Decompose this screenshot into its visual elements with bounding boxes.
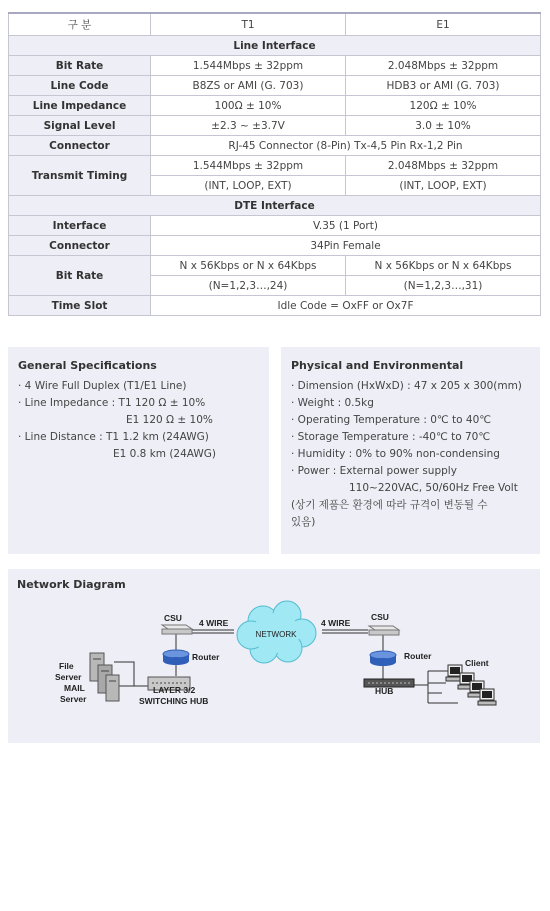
spec-line: E1 0.8 km (24AWG) xyxy=(113,448,217,460)
connector-value: RJ-45 Connector (8-Pin) Tx-4,5 Pin Rx-1,2 Pin xyxy=(151,136,541,156)
table-row xyxy=(9,296,541,316)
file-label: File xyxy=(59,661,74,671)
table-row xyxy=(9,76,541,96)
time-slot-value: Idle Code = OxFF or Ox7F xyxy=(151,296,541,316)
network-diagram-panel xyxy=(8,569,540,743)
e1-value: N x 56Kbps or N x 64Kbps xyxy=(346,256,541,276)
header-e1: E1 xyxy=(346,13,541,36)
router-right-icon xyxy=(370,651,396,666)
csu-right-label: CSU xyxy=(371,612,389,622)
mail-label: MAIL xyxy=(64,683,85,693)
spec-line: E1 120 Ω ± 10% xyxy=(126,414,213,426)
connector-value: 34Pin Female xyxy=(151,236,541,256)
row-label: Bit Rate xyxy=(9,256,151,296)
spec-line: 있음) xyxy=(291,516,316,528)
network-diagram-title: Network Diagram xyxy=(17,578,126,591)
header-t1: T1 xyxy=(151,13,346,36)
csu-left-label: CSU xyxy=(164,613,182,623)
server-tower-icon xyxy=(90,653,119,701)
general-specifications-title: General Specifications xyxy=(18,359,157,372)
e1-value: (INT, LOOP, EXT) xyxy=(346,176,541,196)
t1-value: (INT, LOOP, EXT) xyxy=(151,176,346,196)
t1-value: 100Ω ± 10% xyxy=(151,96,346,116)
e1-value: 2.048Mbps ± 32ppm xyxy=(346,56,541,76)
table-row xyxy=(9,116,541,136)
row-label: Connector xyxy=(9,136,151,156)
spec-line: · Power : External power supply xyxy=(291,465,457,477)
table-row xyxy=(9,156,541,176)
router-right-label: Router xyxy=(404,651,432,661)
t1-value: B8ZS or AMI (G. 703) xyxy=(151,76,346,96)
table-row xyxy=(9,236,541,256)
general-specifications-panel xyxy=(8,347,269,554)
server-label: Server xyxy=(60,694,87,704)
header-category: 구 분 xyxy=(9,13,151,36)
router-left-icon xyxy=(163,650,189,665)
t1-value: (N=1,2,3…,24) xyxy=(151,276,346,296)
row-label: Line Code xyxy=(9,76,151,96)
section-line-interface: Line Interface xyxy=(9,36,541,56)
t1-value: N x 56Kbps or N x 64Kbps xyxy=(151,256,346,276)
csu-right-icon xyxy=(369,626,399,635)
table-row xyxy=(9,216,541,236)
client-label: Client xyxy=(465,658,489,668)
e1-value: 2.048Mbps ± 32ppm xyxy=(346,156,541,176)
row-label: Line Impedance xyxy=(9,96,151,116)
spec-line: · Operating Temperature : 0℃ to 40℃ xyxy=(291,414,492,426)
router-left-label: Router xyxy=(192,652,220,662)
table-header-row xyxy=(9,13,541,36)
table-row xyxy=(9,96,541,116)
row-label: Connector xyxy=(9,236,151,256)
e1-value: HDB3 or AMI (G. 703) xyxy=(346,76,541,96)
network-diagram xyxy=(8,569,540,743)
server-label: Server xyxy=(55,672,82,682)
table-row xyxy=(9,56,541,76)
interface-value: V.35 (1 Port) xyxy=(151,216,541,236)
row-label: Interface xyxy=(9,216,151,236)
table-row xyxy=(9,136,541,156)
section-dte-interface: DTE Interface xyxy=(9,196,541,216)
wire-left-label: 4 WIRE xyxy=(199,618,229,628)
spec-line: · Line Impedance : T1 120 Ω ± 10% xyxy=(18,397,206,409)
t1-value: 1.544Mbps ± 32ppm xyxy=(151,156,346,176)
physical-environmental-panel xyxy=(281,347,540,554)
e1-value: 120Ω ± 10% xyxy=(346,96,541,116)
e1-value: (N=1,2,3…,31) xyxy=(346,276,541,296)
row-label: Signal Level xyxy=(9,116,151,136)
row-label: Bit Rate xyxy=(9,56,151,76)
physical-environmental-title: Physical and Environmental xyxy=(291,359,464,372)
spec-line: 110~220VAC, 50/60Hz Free Volt xyxy=(349,482,518,494)
e1-value: 3.0 ± 10% xyxy=(346,116,541,136)
spec-line: · Humidity : 0% to 90% non-condensing xyxy=(291,448,500,460)
spec-line: · Dimension (HxWxD) : 47 x 205 x 300(mm) xyxy=(291,380,522,392)
spec-line: · Line Distance : T1 1.2 km (24AWG) xyxy=(18,431,209,443)
hub-left-label-2: SWITCHING HUB xyxy=(139,696,209,706)
t1-value: ±2.3 ~ ±3.7V xyxy=(151,116,346,136)
hub-left-label: LAYER 3/2 xyxy=(153,685,196,695)
wire-right-label: 4 WIRE xyxy=(321,618,351,628)
t1-value: 1.544Mbps ± 32ppm xyxy=(151,56,346,76)
row-label: Time Slot xyxy=(9,296,151,316)
row-label: Transmit Timing xyxy=(9,156,151,196)
spec-table xyxy=(8,12,541,316)
spec-line: · Weight : 0.5kg xyxy=(291,397,374,409)
table-row xyxy=(9,256,541,276)
spec-line: (상기 제품은 환경에 따라 규격이 변동될 수 xyxy=(291,499,488,511)
hub-right-label: HUB xyxy=(375,686,394,696)
spec-line: · Storage Temperature : -40℃ to 70℃ xyxy=(291,431,491,443)
client-computer-icon xyxy=(446,665,496,705)
csu-left-icon xyxy=(162,625,192,634)
cloud-label: NETWORK xyxy=(255,630,297,639)
network-cloud-icon xyxy=(237,601,316,663)
spec-line: · 4 Wire Full Duplex (T1/E1 Line) xyxy=(18,380,187,392)
